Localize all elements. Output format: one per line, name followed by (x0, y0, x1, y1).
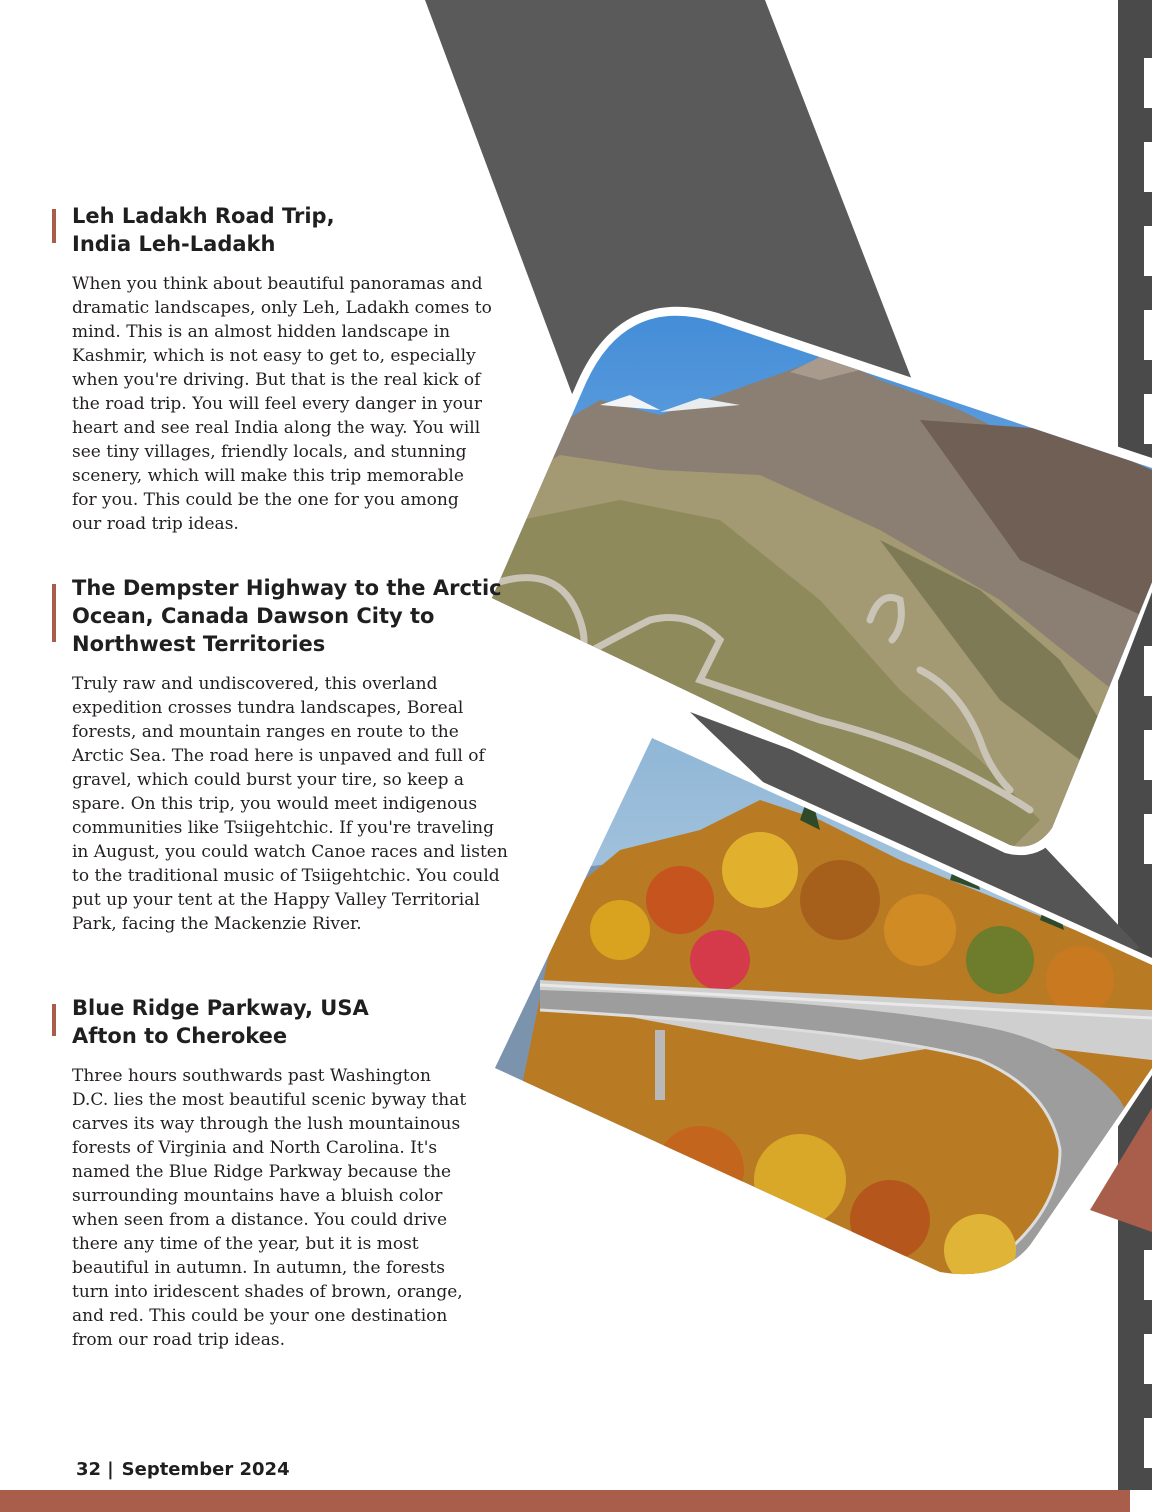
heading-accent-bar (52, 1004, 56, 1036)
footer-separator: | (107, 1459, 114, 1480)
heading-line: Blue Ridge Parkway, USA (72, 996, 369, 1020)
issue-date: September 2024 (121, 1459, 290, 1480)
article-blue-ridge-parkway (52, 994, 472, 1352)
heading-line: Ocean, Canada Dawson City to (72, 604, 435, 628)
article-dempster-highway (52, 574, 512, 936)
road-lane-markings (1144, 58, 1152, 1468)
article-body: When you think about beautiful panoramas and dramatic landscapes, only Leh, Ladakh comes to mind. This is an almost hidden landscape in Kashmir, which is not easy to get to, especially when you're driving. But that is the real kick of the road trip. You will feel every danger in your heart and see real India along the way. You will see tiny villages, friendly locals, and stunning scenery, which will make this trip memorable for you. This could be the one for you among our road trip ideas. (72, 274, 492, 534)
page-number: 32 (76, 1459, 102, 1480)
heading-accent-bar (52, 584, 56, 642)
article-heading (72, 574, 512, 658)
heading-line: India Leh-Ladakh (72, 232, 276, 256)
article-body: Truly raw and undiscovered, this overland expedition crosses tundra landscapes, Boreal forests, and mountain ranges en route to the Arctic Sea. The road here is unpaved and full of gravel, which could burst your tire, so keep a spare. On this trip, you would meet indigenous communities like Tsiigehtchic. If you're traveling in August, you could watch Canoe races and listen to the traditional music of Tsiigehtchic. You could put up your tent at the Happy Valley Territorial Park, facing the Mackenzie River. (72, 674, 508, 934)
heading-accent-bar (52, 209, 56, 243)
bottom-accent-bar (0, 1490, 1130, 1512)
article-body: Three hours southwards past Washington D.C. lies the most beautiful scenic byway that carves its way through the lush mountainous forests of Virginia and North Carolina. It's named the Blue Ridge Parkway because the surrounding mountains have a bluish color when seen from a distance. You could drive there any time of the year, but it is most beautiful in autumn. In autumn, the forests turn into iridescent shades of brown, orange, and red. This could be your one destination from our road trip ideas. (72, 1066, 467, 1350)
article-leh-ladakh (52, 202, 492, 536)
article-heading (72, 202, 492, 258)
page-footer (76, 1459, 290, 1480)
article-heading (72, 994, 472, 1050)
heading-line: Leh Ladakh Road Trip, (72, 204, 335, 228)
heading-line: The Dempster Highway to the Arctic (72, 576, 502, 600)
heading-line: Afton to Cherokee (72, 1024, 288, 1048)
heading-line: Northwest Territories (72, 632, 326, 656)
